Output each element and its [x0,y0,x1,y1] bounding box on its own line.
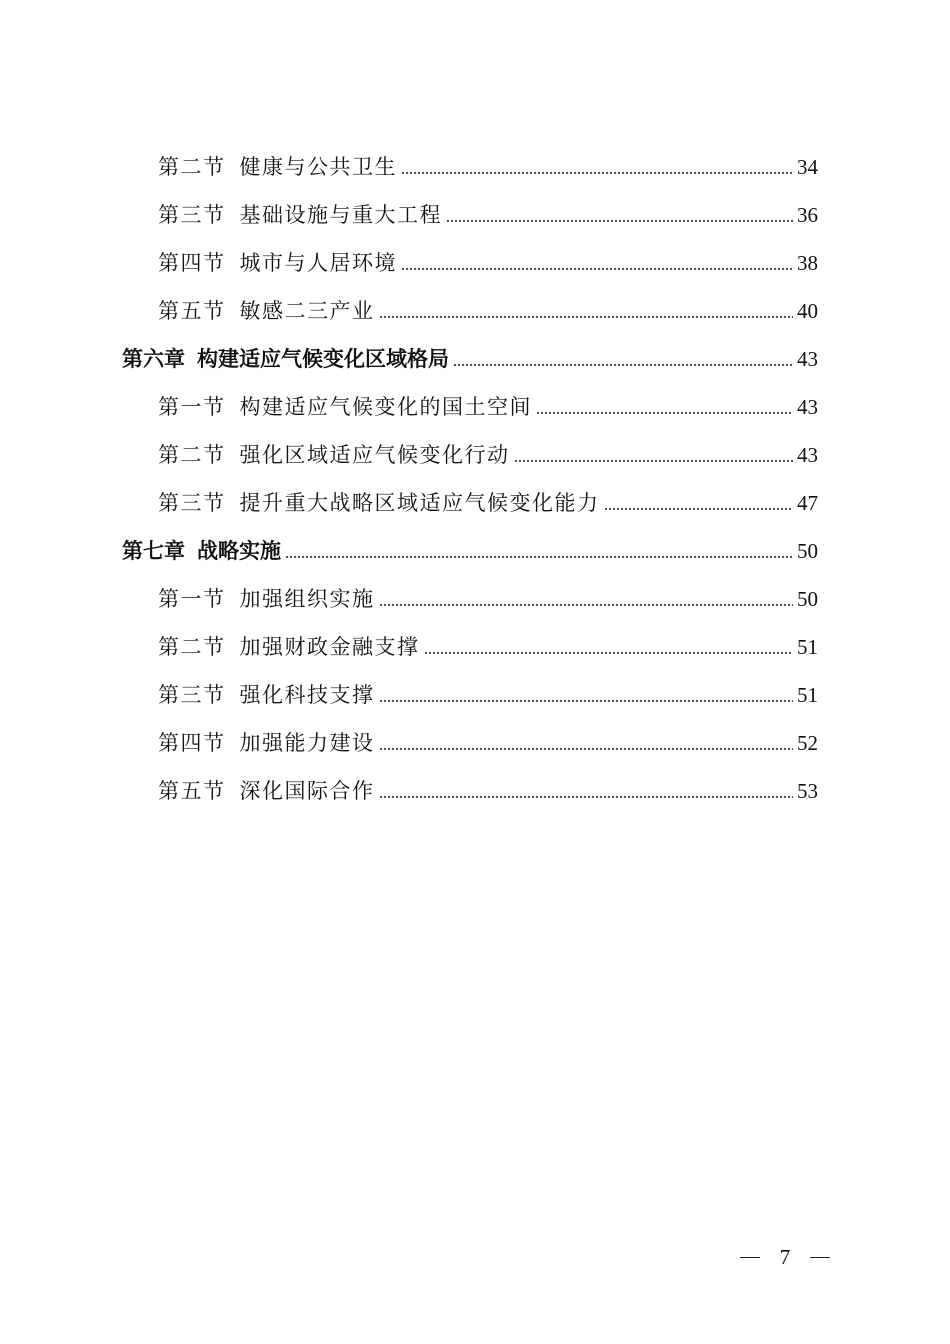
toc-section-number: 第四节 [158,731,226,755]
toc-section-number: 第五节 [158,779,226,803]
toc-entry-section[interactable] [158,386,818,418]
toc-page-number: 36 [797,203,818,227]
toc-section-title: 加强组织实施 [239,587,375,611]
toc-entry-section[interactable] [158,674,818,706]
toc-section-title: 构建适应气候变化的国土空间 [239,395,532,419]
dot-leader [604,508,794,510]
toc-section-title: 加强财政金融支撑 [239,635,420,659]
toc-section-number: 第二节 [158,155,226,179]
toc-entry-section[interactable] [158,434,818,466]
toc-entry-section[interactable] [158,770,818,802]
toc-chapter-title: 构建适应气候变化区域格局 [197,347,449,371]
toc-entry-section[interactable] [158,290,818,322]
toc-section-number: 第三节 [158,203,226,227]
dot-leader [285,556,793,558]
toc-section-number: 第一节 [158,395,226,419]
dot-leader [424,652,794,654]
toc-page-number: 53 [797,779,818,803]
toc-section-number: 第二节 [158,635,226,659]
toc-section-title: 基础设施与重大工程 [239,203,442,227]
toc-page-number: 52 [797,731,818,755]
toc-section-title: 健康与公共卫生 [239,155,397,179]
toc-section-title: 加强能力建设 [239,731,375,755]
dot-leader [536,412,793,414]
toc-entry-section[interactable] [158,242,818,274]
dot-leader [446,220,793,222]
toc-page-number: 34 [797,155,818,179]
toc-chapter-number: 第七章 [122,539,185,563]
toc-section-number: 第二节 [158,443,226,467]
toc-section-title: 城市与人居环境 [239,251,397,275]
toc-section-title: 深化国际合作 [239,779,375,803]
toc-section-number: 第一节 [158,587,226,611]
toc-page-number: 47 [797,491,818,515]
dot-leader [379,700,794,702]
toc-page-number: 50 [797,587,818,611]
dot-leader [401,172,793,174]
footer-dash-left [740,1257,760,1258]
toc-page-number: 51 [797,683,818,707]
dot-leader [379,316,794,318]
toc-page-number: 40 [797,299,818,323]
toc-page-number: 43 [797,443,818,467]
page-number: 7 [779,1244,791,1269]
toc-entry-section[interactable] [158,146,818,178]
toc-entry-section[interactable] [158,626,818,658]
dot-leader [379,748,794,750]
dot-leader [401,268,793,270]
toc-section-title: 强化科技支撑 [239,683,375,707]
toc-section-number: 第三节 [158,683,226,707]
dot-leader [379,604,794,606]
toc-page-number: 50 [797,539,818,563]
toc-page-number: 43 [797,395,818,419]
toc-section-title: 强化区域适应气候变化行动 [239,443,510,467]
page-footer [740,1244,830,1270]
toc-page-number: 51 [797,635,818,659]
toc-chapter-title: 战略实施 [197,539,281,563]
toc-entry-chapter[interactable] [122,530,818,562]
toc-entry-section[interactable] [158,722,818,754]
toc-section-number: 第五节 [158,299,226,323]
toc-page-number: 38 [797,251,818,275]
toc-entry-section[interactable] [158,482,818,514]
footer-dash-right [810,1257,830,1258]
dot-leader [453,364,793,366]
toc-section-number: 第三节 [158,491,226,515]
toc-section-title: 提升重大战略区域适应气候变化能力 [239,491,600,515]
dot-leader [379,796,794,798]
toc-section-title: 敏感二三产业 [239,299,375,323]
toc-entry-section[interactable] [158,194,818,226]
dot-leader [514,460,794,462]
toc-section-number: 第四节 [158,251,226,275]
toc-entry-section[interactable] [158,578,818,610]
toc-page-number: 43 [797,347,818,371]
toc-entry-chapter[interactable] [122,338,818,370]
toc-chapter-number: 第六章 [122,347,185,371]
